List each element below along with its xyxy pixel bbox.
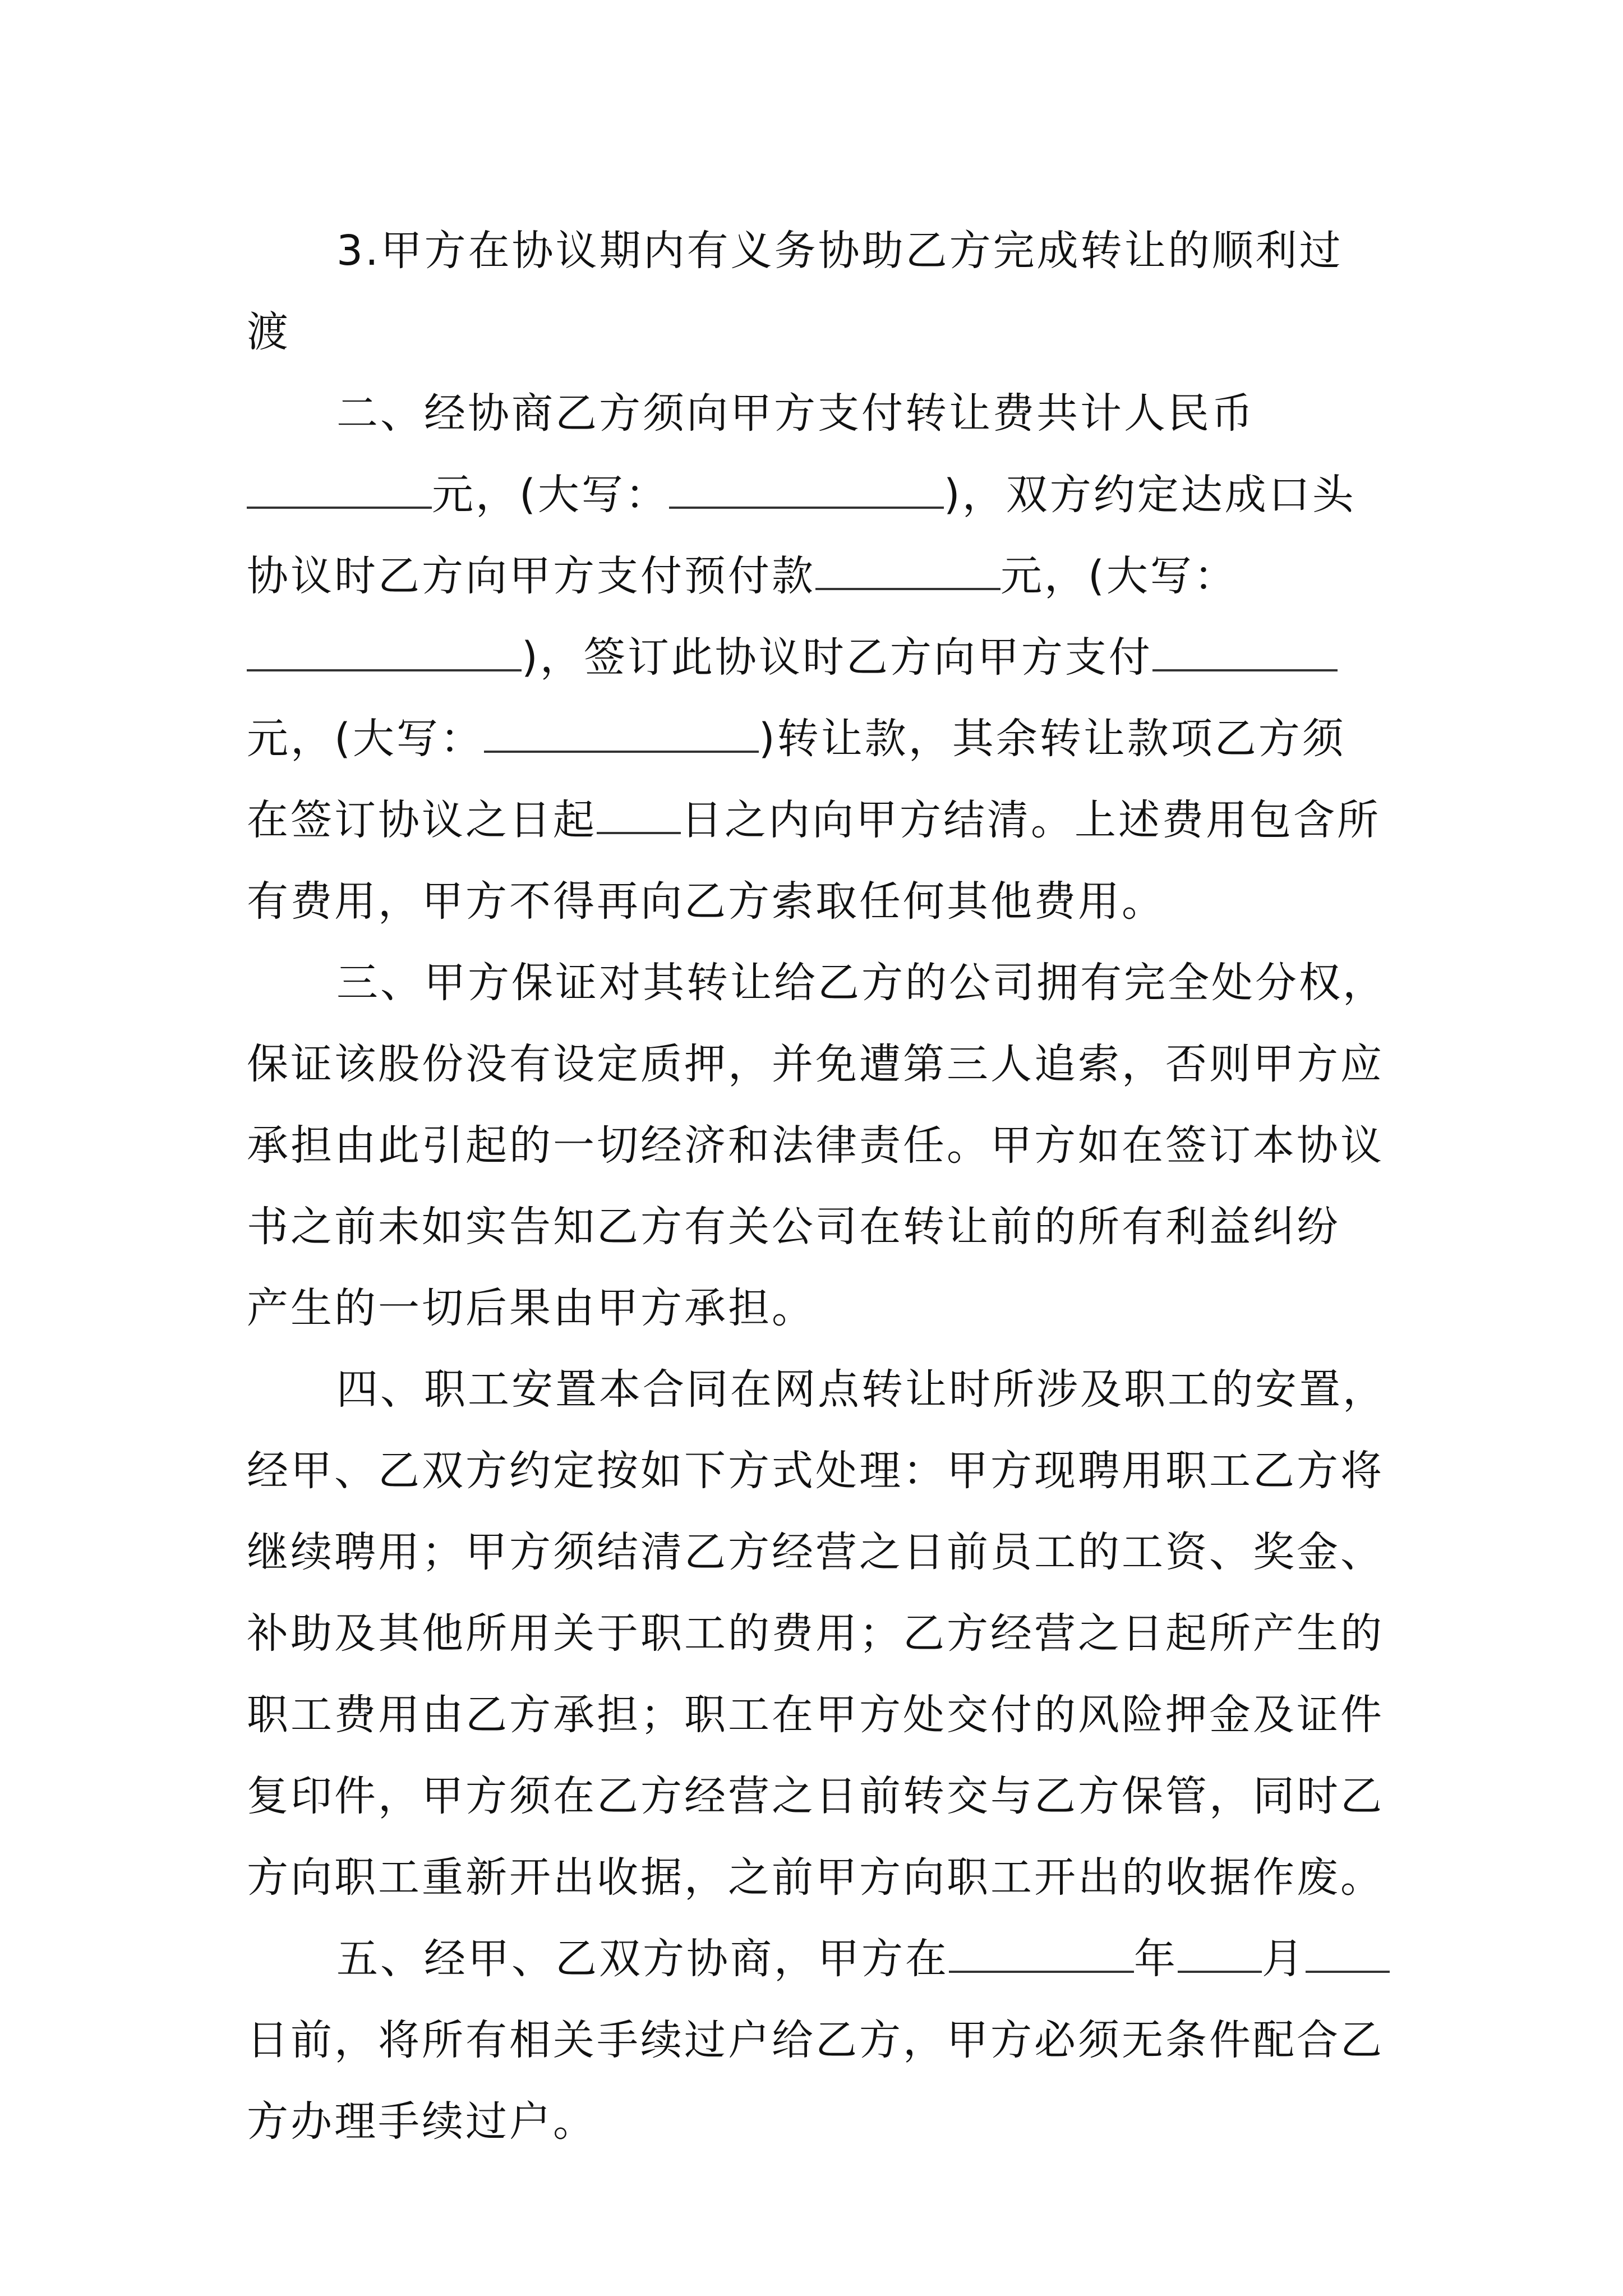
clause-2-text: 在签订协议之日起 xyxy=(247,796,597,844)
clause-2-text: )，签订此协议时乙方向甲方支付 xyxy=(522,633,1152,682)
clause-2-text: )，双方约定达成口头 xyxy=(943,471,1356,519)
day-blank[interactable] xyxy=(1306,1926,1390,1973)
clause-4-line-3: 继续聘用；甲方须结清乙方经营之日前员工的工资、奖金、 xyxy=(247,1528,1384,1576)
amount-blank[interactable] xyxy=(247,462,432,509)
clause-2-line-4 xyxy=(247,617,1377,698)
amount-in-words-blank[interactable] xyxy=(669,462,944,509)
days-blank[interactable] xyxy=(597,787,681,834)
clause-4-line-5: 职工费用由乙方承担；职工在甲方处交付的风险押金及证件 xyxy=(247,1691,1384,1739)
clause-3b-line-5: 产生的一切后果由甲方承担。 xyxy=(247,1284,815,1332)
year-blank[interactable] xyxy=(949,1926,1134,1973)
prepayment-in-words-blank[interactable] xyxy=(247,624,522,671)
signing-payment-in-words-blank[interactable] xyxy=(484,706,759,753)
clause-4-line-1: 四、职工安置本合同在网点转让时所涉及职工的安置， xyxy=(336,1365,1386,1414)
clause-5-line-3: 方办理手续过户。 xyxy=(247,2097,597,2146)
clause-2-text: 协议时乙方向甲方支付预付款 xyxy=(247,552,815,600)
clause-3b-line-1: 三、甲方保证对其转让给乙方的公司拥有完全处分权， xyxy=(336,959,1386,1007)
clause-3b-line-4: 书之前未如实告知乙方有关公司在转让前的所有利益纠纷 xyxy=(247,1203,1340,1251)
clause-5-text: 年 xyxy=(1134,1935,1178,1983)
contract-body xyxy=(247,210,1386,2162)
signing-payment-blank[interactable] xyxy=(1152,624,1338,671)
clause-2-line-3 xyxy=(247,536,1377,617)
clause-3-line-2: 渡 xyxy=(247,308,291,356)
clause-3b-line-3: 承担由此引起的一切经济和法律责任。甲方如在签订本协议 xyxy=(247,1121,1384,1170)
clause-2-line-2 xyxy=(247,454,1377,536)
clause-4-line-2: 经甲、乙双方约定按如下方式处理：甲方现聘用职工乙方将 xyxy=(247,1447,1384,1495)
clause-5-line-1 xyxy=(247,1918,1377,2000)
clause-2-text: 元，(大写： xyxy=(247,715,484,763)
clause-5-text: 五、经甲、乙双方协商，甲方在 xyxy=(336,1935,949,1983)
clause-4-line-4: 补助及其他所用关于职工的费用；乙方经营之日起所产生的 xyxy=(247,1609,1384,1658)
clause-4-line-7: 方向职工重新开出收据，之前甲方向职工开出的收据作废。 xyxy=(247,1853,1384,1902)
clause-4-line-6: 复印件，甲方须在乙方经营之日前转交与乙方保管，同时乙 xyxy=(247,1772,1384,1820)
clause-2-line-6 xyxy=(247,780,1381,861)
clause-2-line-5 xyxy=(247,698,1377,780)
month-blank[interactable] xyxy=(1178,1926,1262,1973)
clause-5-line-2: 日前，将所有相关手续过户给乙方，甲方必须无条件配合乙 xyxy=(247,2016,1384,2064)
clause-2-text: )转让款，其余转让款项乙方须 xyxy=(758,715,1346,763)
prepayment-blank[interactable] xyxy=(815,543,1000,590)
clause-2-text: 元，(大写： xyxy=(432,471,669,519)
clause-2-text: 日之内向甲方结清。上述费用包含所 xyxy=(681,796,1381,844)
clause-5-text: 月 xyxy=(1262,1935,1306,1983)
clause-2-line-1: 二、经协商乙方须向甲方支付转让费共计人民币 xyxy=(336,389,1255,438)
clause-2-text: 元，(大写： xyxy=(1000,552,1238,600)
clause-3-line-1: 3.甲方在协议期内有义务协助乙方完成转让的顺利过 xyxy=(336,227,1343,275)
clause-2-line-7: 有费用，甲方不得再向乙方索取任何其他费用。 xyxy=(247,877,1165,926)
clause-3b-line-2: 保证该股份没有设定质押，并免遭第三人追索，否则甲方应 xyxy=(247,1040,1384,1088)
